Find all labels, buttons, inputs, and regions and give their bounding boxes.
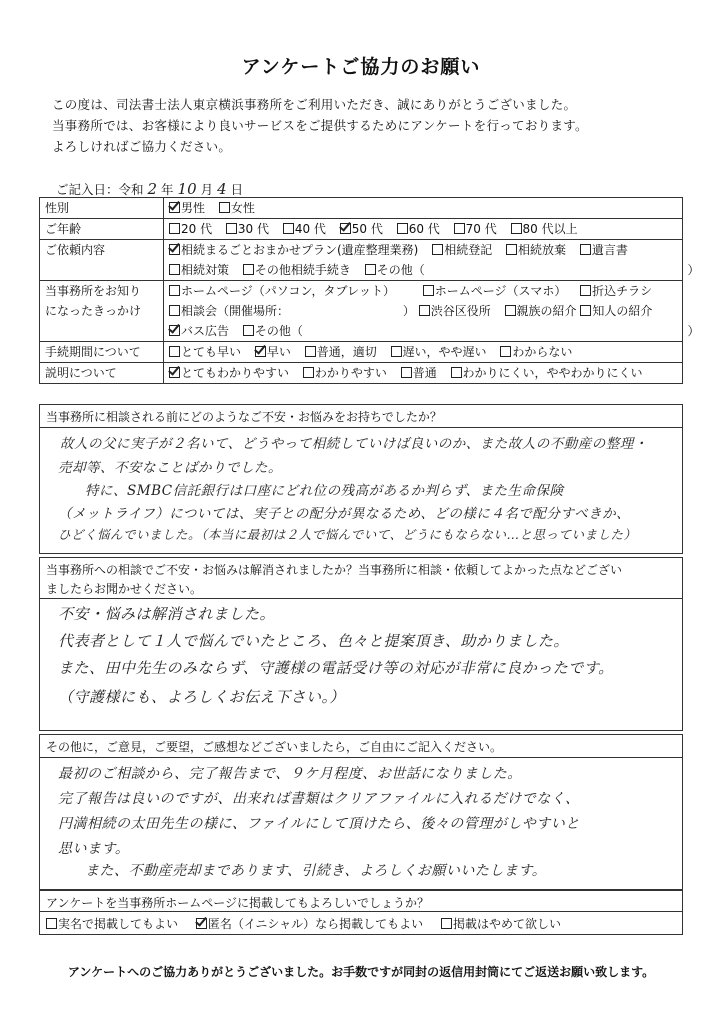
request-option-registration[interactable]: 相続登記 [432,240,492,260]
gender-label: 性別 [40,198,164,219]
checkbox-icon [305,346,316,357]
gender-option-male[interactable]: 男性 [169,198,205,218]
checkbox-icon [441,918,452,929]
request-option-renunciation[interactable]: 相続放棄 [506,240,566,260]
q2-answer-line-1: 不安・悩みは解消されました。 [58,605,276,623]
explain-option-normal[interactable]: 普通 [401,363,437,383]
checkbox-checked-icon [169,367,180,378]
checkbox-icon [580,285,591,296]
date-label: ご記入日：令和 [56,182,144,197]
request-options [164,240,700,281]
q2-answer-line-4: （守護様にも、よろしくお伝え下さい。） [58,688,346,706]
date-day[interactable]: 4 [217,180,227,198]
q3-answer-line-3: 円満相続の太田先生の様に、ファイルにして頂けたら、後々の管理がしやすいと [58,816,580,832]
q4-option-real-name[interactable]: 実名で掲載してもよい [46,915,178,932]
period-options [164,342,683,363]
checkbox-icon [243,325,254,336]
q1-answer-line-5: ひどく悩んでいました。（本当に最初は２人で悩んでいて、どうにもならない…と思っていました） [58,527,637,542]
period-label: 手続期間について [40,342,164,363]
source-option-homepage-phone[interactable]: ホームページ（スマホ） [423,281,567,301]
date-entry [56,180,243,198]
explain-options [164,363,683,384]
explain-option-unclear[interactable]: わかりにくい，ややわかりにくい [451,363,643,383]
checkbox-checked-icon [169,325,180,336]
checkbox-icon [46,918,57,929]
checkbox-icon [243,264,254,275]
source-options [164,281,700,342]
checkbox-icon [169,264,180,275]
gender-option-female[interactable]: 女性 [219,198,255,218]
source-option-bus-ad[interactable]: バス広告 [169,321,229,341]
q2-answer-line-2: 代表者として１人で悩んでいたところ、色々と提案頂き、助かりました。 [58,632,569,650]
checkbox-icon [454,223,465,234]
q3-answer-line-5: また、不動産売却まであります、引続き、よろしくお願いいたします。 [85,863,547,879]
checkbox-icon [303,367,314,378]
age-options [164,219,683,240]
date-year[interactable]: 2 [147,180,158,198]
footer-note: アンケートへのご協力ありがとうございました。お手数ですが同封の返信用封筒にてご返送お願い致します。 [67,965,655,979]
period-option-slow[interactable]: 遅い，やや遅い [391,342,487,362]
explain-option-very-clear[interactable]: とてもわかりやすい [169,363,289,383]
intro-line-1: この度は、司法書士法人東京横浜事務所をご利用いただき、誠にありがとうございました。 [52,97,577,112]
checkbox-icon [169,305,180,316]
source-seminar-close: ） [402,304,415,318]
q3-question: その他に，ご意見，ご要望，ご感想などございましたら，ご自由にご記入ください。 [39,734,683,758]
source-option-other[interactable]: その他（ [243,321,303,341]
gender-options [164,198,683,219]
request-option-full-plan[interactable]: 相続まるごとおまかせプラン(遺産整理業務) [169,240,418,260]
request-other-close: ） [687,263,700,277]
source-option-flyer[interactable]: 折込チラシ [580,281,652,301]
checkbox-icon [169,223,180,234]
q1-answer-line-4: （メットライフ）については、実子との配分が異なるため、どの様に４名で配分すべきか、 [58,506,631,522]
checkbox-icon [219,202,230,213]
explain-label: 説明について [40,363,164,384]
source-other-close: ） [687,324,700,338]
q3-answer-line-2: 完了報告は良いのですが、出来れば書類はクリアファイルに入れるだけでなく、 [58,791,580,807]
q1-answer-line-2: 売却等、不安なことばかりでした。 [58,460,282,476]
checkbox-icon [169,346,180,357]
checkbox-checked-icon [340,223,351,234]
age-label: ご年齢 [40,219,164,240]
age-option-60[interactable]: 60 代 [397,219,440,239]
request-option-will[interactable]: 遺言書 [580,240,628,260]
q1-answer-line-3: 特に、SMBC信託銀行は口座にどれ位の残高があるか判らず、また生命保険 [85,483,564,499]
age-option-20[interactable]: 20 代 [169,219,212,239]
checkbox-icon [580,305,591,316]
age-option-50[interactable]: 50 代 [340,219,383,239]
checkbox-icon [391,346,402,357]
age-option-30[interactable]: 30 代 [226,219,269,239]
checkbox-icon [500,346,511,357]
date-month[interactable]: 10 [177,180,197,198]
source-option-acquaintance[interactable]: 知人の紹介 [580,301,652,321]
period-option-unknown[interactable]: わからない [500,342,572,362]
age-option-40[interactable]: 40 代 [283,219,326,239]
q3-answer-line-4: 思います。 [58,841,130,857]
request-option-other[interactable]: その他（ [365,260,425,280]
source-option-ward-office[interactable]: 渋谷区役所 [419,301,491,321]
period-option-fast[interactable]: 早い [255,342,291,362]
checkbox-icon [401,367,412,378]
source-option-homepage-pc[interactable]: ホームページ（パソコン，タブレット） [169,281,395,301]
checkbox-icon [505,305,516,316]
source-label: 当事務所をお知り になったきっかけ [40,281,164,342]
q4-options [39,911,683,935]
checkbox-icon [580,244,591,255]
explain-option-clear[interactable]: わかりやすい [303,363,387,383]
q4-option-initials[interactable]: 匿名（イニシャル）なら掲載してもよい [196,915,423,932]
request-option-planning[interactable]: 相続対策 [169,260,229,280]
checkbox-icon [397,223,408,234]
request-label: ご依頼内容 [40,240,164,281]
checkbox-icon [169,285,180,296]
q2-answer-line-3: また、田中先生のみならず、守護様の電話受け等の対応が非常に良かったです。 [58,659,614,677]
intro-line-2: 当事務所では、お客様により良いサービスをご提供するためにアンケートを行っております。 [52,118,588,133]
date-month-unit: 月 [200,182,214,197]
page-title: アンケートご協力のお願い [241,56,481,78]
checkbox-icon [419,305,430,316]
survey-table [39,197,700,384]
source-option-relative[interactable]: 親族の紹介 [505,301,577,321]
q1-answer-line-1: 故人の父に実子が２名いて、どうやって相続していけば良いのか、また故人の不動産の整理・ [60,436,648,452]
checkbox-checked-icon [196,918,207,929]
date-year-unit: 年 [161,182,174,197]
source-option-seminar[interactable]: 相談会（開催場所： [169,301,289,321]
q4-option-no-publish[interactable]: 掲載はやめて欲しい [441,915,561,932]
checkbox-icon [365,264,376,275]
age-option-80[interactable]: 80 代以上 [511,219,578,239]
checkbox-checked-icon [169,244,180,255]
date-day-unit: 日 [230,182,244,197]
checkbox-icon [432,244,443,255]
q2-question: 当事務所への相談でご不安・お悩みは解消されましたか？当事務所に相談・依頼してよかった点などござい ましたらお聞かせください。 [39,557,683,599]
checkbox-checked-icon [169,202,180,213]
request-option-other-procedures[interactable]: その他相続手続き [243,260,351,280]
checkbox-icon [451,367,462,378]
period-option-normal[interactable]: 普通，適切 [305,342,377,362]
checkbox-icon [226,223,237,234]
checkbox-checked-icon [255,346,266,357]
q3-answer-line-1: 最初のご相談から、完了報告まで、９ケ月程度、お世話になりました。 [58,766,522,782]
q1-question: 当事務所に相談される前にどのようなご不安・お悩みをお持ちでしたか？ [39,404,683,428]
intro-line-3: よろしければご協力ください。 [52,139,232,154]
q4-question: アンケートを当事務所ホームページに掲載してもよろしいでしょうか？ [39,890,683,912]
checkbox-icon [283,223,294,234]
period-option-very-fast[interactable]: とても早い [169,342,241,362]
checkbox-icon [423,285,434,296]
checkbox-icon [506,244,517,255]
checkbox-icon [511,223,522,234]
age-option-70[interactable]: 70 代 [454,219,497,239]
